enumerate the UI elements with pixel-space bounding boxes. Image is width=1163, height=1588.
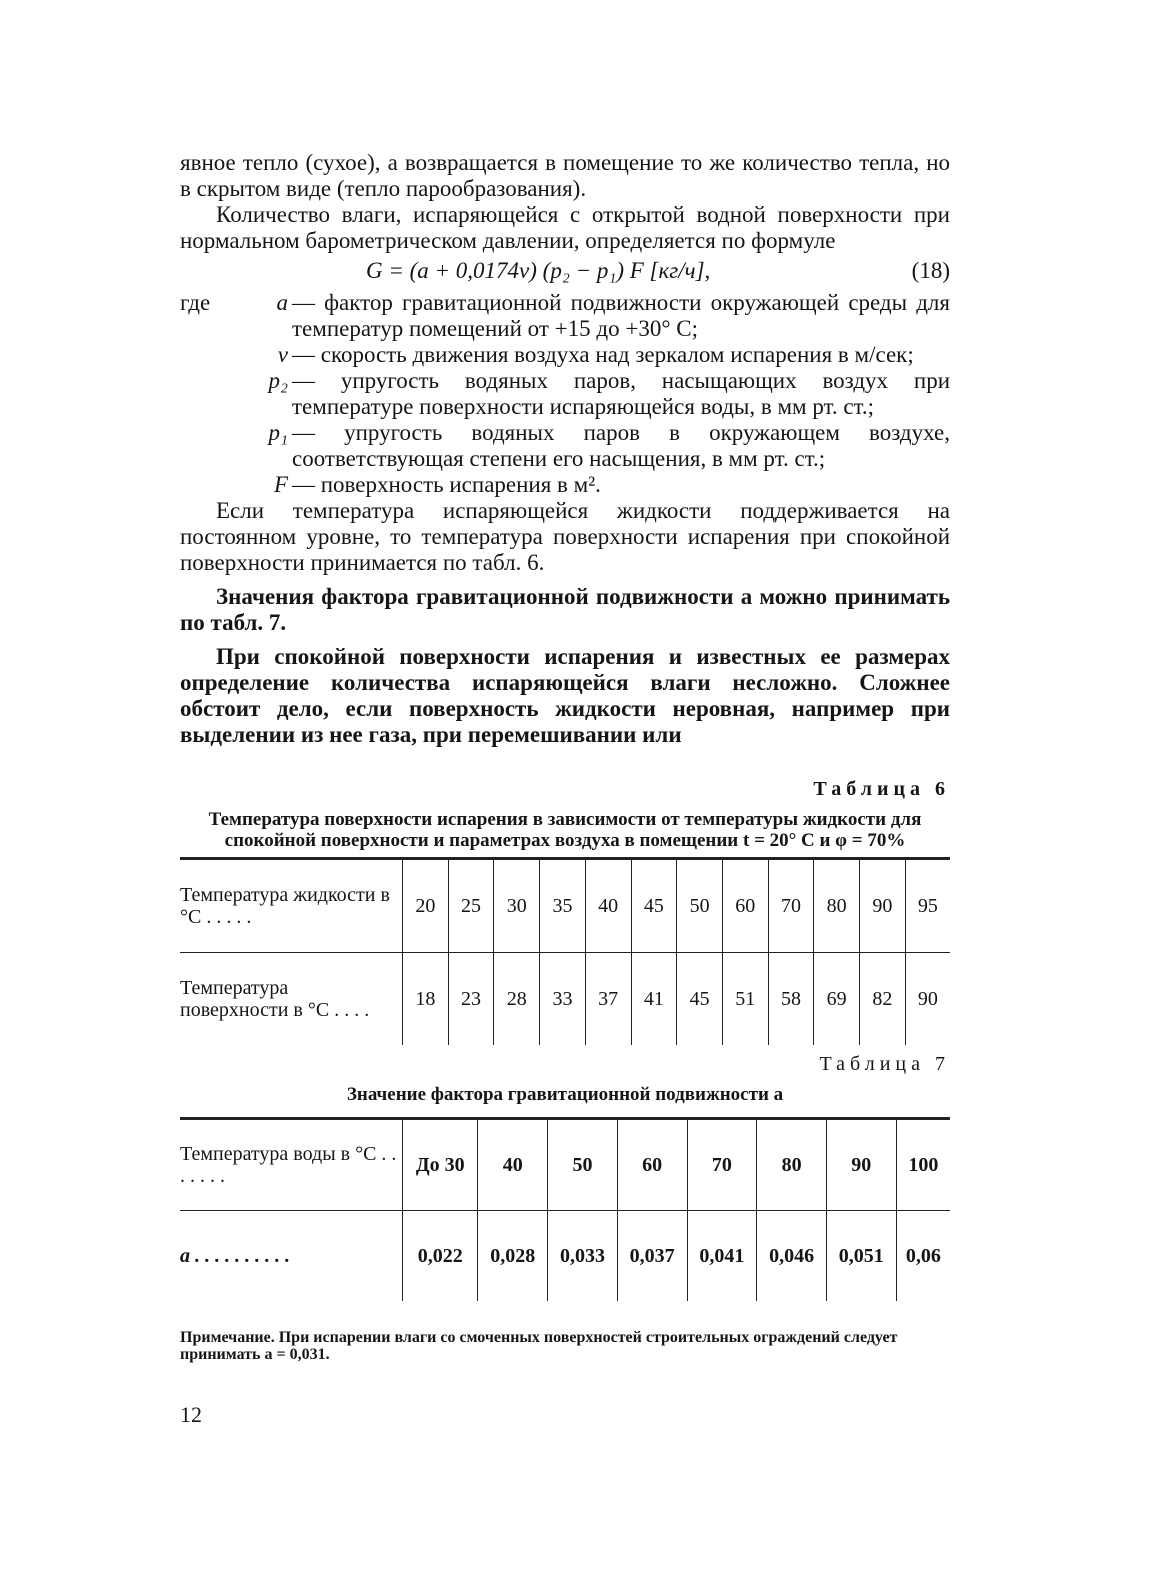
table-cell: 80 [757, 1119, 827, 1211]
definition-symbol: p₂ [268, 368, 288, 393]
page-body [180, 150, 950, 1363]
table7-caption: Таблица 7 [819, 1053, 950, 1075]
table6-title: Температура поверхности испарения в зависимости от температуры жидкости для спокойной поверхности и параметрах воздуха в помещении t = 20° С и φ = 70% [208, 809, 922, 851]
table-cell: 60 [617, 1119, 687, 1211]
table-cell: 51 [722, 953, 768, 1046]
formula-text: G = (a + 0,0174v) (p₂ − p₁) F [кг/ч], [366, 258, 711, 283]
table-cell: 70 [768, 859, 814, 953]
row-label: Температура поверхности в °С . . . . [180, 953, 403, 1046]
definition-text: — упругость водяных паров, насыщающих воздух при температуре поверхности испаряющейся воды, в мм рт. ст.; [292, 368, 950, 419]
table-cell: 45 [677, 953, 723, 1046]
table-cell: 40 [585, 859, 631, 953]
paragraph-2: Количество влаги, испаряющейся с открытой водной поверхности при нормальном барометрическом давлении, определяется по формуле [180, 202, 950, 253]
table-cell: 0,041 [687, 1211, 757, 1302]
row-label: Температура воды в °С . . . . . . . [180, 1119, 403, 1211]
table-cell: 90 [860, 859, 906, 953]
table-row [180, 1119, 950, 1211]
table-cell: 70 [687, 1119, 757, 1211]
definition-text: — поверхность испарения в м². [292, 472, 601, 497]
paragraph-5: При спокойной поверхности испарения и известных ее размерах определение количества испаряющейся влаги несложно. Сложнее обстоит дело, если поверхность жидкости неровная, например при выделении из нее газа, при перемешивании или [180, 644, 950, 747]
definition-text: — фактор гравитационной подвижности окружающей среды для температур помещений от +15 до +30° С; [292, 290, 950, 341]
table-6 [180, 857, 950, 1045]
definition-symbol: F [273, 472, 288, 497]
table-cell: 18 [403, 953, 449, 1046]
table-cell: 41 [631, 953, 677, 1046]
table6-caption: Таблица 6 [813, 778, 950, 800]
table-cell: 0,051 [826, 1211, 896, 1302]
definition-f [180, 472, 950, 498]
table-cell: 40 [478, 1119, 548, 1211]
definition-v [180, 342, 950, 368]
definitions-list [180, 290, 950, 498]
table-cell: 23 [448, 953, 494, 1046]
table-cell: 80 [814, 859, 860, 953]
paragraph-1: явное тепло (сухое), а возвращается в помещение то же количество тепла, но в скрытом виде (тепло парообразования). [180, 150, 950, 201]
table-cell: 58 [768, 953, 814, 1046]
definition-p1 [180, 420, 950, 472]
table-cell: До 30 [403, 1119, 478, 1211]
table-cell: 33 [540, 953, 586, 1046]
definition-p2 [180, 368, 950, 420]
table-cell: 0,046 [757, 1211, 827, 1302]
table-cell: 69 [814, 953, 860, 1046]
table-cell: 35 [540, 859, 586, 953]
table-cell: 0,037 [617, 1211, 687, 1302]
table-cell: 28 [494, 953, 540, 1046]
page-number: 12 [180, 1402, 202, 1427]
table-cell: 45 [631, 859, 677, 953]
table-cell: 30 [494, 859, 540, 953]
table-cell: 60 [722, 859, 768, 953]
table-cell: 20 [403, 859, 449, 953]
definition-symbol: a [276, 290, 288, 315]
table-row [180, 953, 950, 1046]
table-cell: 0,06 [896, 1211, 950, 1302]
table-cell: 37 [585, 953, 631, 1046]
definition-a [180, 290, 950, 342]
table-7 [180, 1117, 950, 1301]
table-cell: 90 [905, 953, 950, 1046]
paragraph-4: Значения фактора гравитационной подвижности a можно принимать по табл. 7. [180, 584, 950, 635]
definition-text: — упругость водяных паров в окружающем воздухе, соответствующая степени его насыщения, в мм рт. ст.; [292, 420, 950, 471]
definition-word: где [180, 290, 211, 315]
formula-18 [180, 256, 950, 286]
table7-title: Значение фактора гравитационной подвижности a [346, 1084, 784, 1105]
formula-number: (18) [911, 258, 950, 283]
definition-symbol: v [277, 342, 288, 367]
table-note: Примечание. При испарении влаги со смоченных поверхностей строительных ограждений следует принимать a = 0,031. [180, 1329, 898, 1363]
table-cell: 50 [677, 859, 723, 953]
table-cell: 95 [905, 859, 950, 953]
table-cell: 90 [826, 1119, 896, 1211]
definition-symbol: p₁ [268, 420, 288, 445]
table-row [180, 1211, 950, 1302]
table-cell: 82 [860, 953, 906, 1046]
table-cell: 50 [548, 1119, 618, 1211]
definition-text: — скорость движения воздуха над зеркалом испарения в м/сек; [292, 342, 914, 367]
row-label: a . . . . . . . . . . [180, 1211, 403, 1302]
table-cell: 100 [896, 1119, 950, 1211]
table-row [180, 859, 950, 953]
table-cell: 0,022 [403, 1211, 478, 1302]
row-label: Температура жидкости в °С . . . . . [180, 859, 403, 953]
table-cell: 25 [448, 859, 494, 953]
paragraph-3: Если температура испаряющейся жидкости поддерживается на постоянном уровне, то температура поверхности испарения при спокойной поверхности принимается по табл. 6. [180, 498, 950, 575]
table-cell: 0,033 [548, 1211, 618, 1302]
table-cell: 0,028 [478, 1211, 548, 1302]
